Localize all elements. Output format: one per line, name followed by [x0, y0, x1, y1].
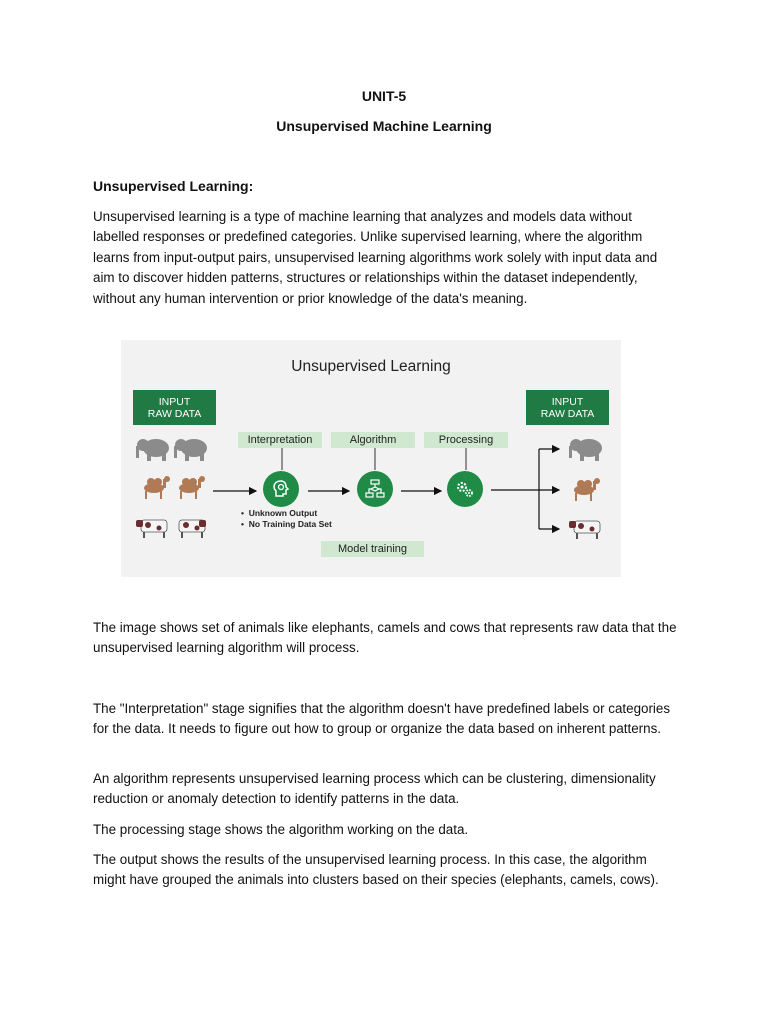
output-box-line1: INPUT [551, 395, 584, 408]
gears-icon [454, 478, 476, 500]
paragraph-output: The output shows the results of the unsupervised learning process. In this case, the algorithm might have grouped the animals into clusters based on their species (elephants, camels, cows). [93, 852, 659, 888]
note-no-training-data: No Training Data Set [248, 519, 332, 529]
interpretation-notes [241, 508, 332, 530]
unsupervised-learning-figure [121, 340, 621, 577]
cow-icon [569, 521, 600, 539]
model-training-label: Model training [321, 541, 424, 557]
cow-icon [136, 520, 167, 538]
processing-circle [447, 471, 483, 507]
paragraph-raw-data: The image shows set of animals like elephants, camels and cows that represents raw data that the unsupervised learning algorithm will process. [93, 620, 677, 656]
head-gear-icon [271, 479, 291, 499]
note-item: • Unknown Output [241, 508, 318, 518]
stage-interpretation: Interpretation [238, 432, 322, 448]
intro-paragraph: Unsupervised learning is a type of machine learning that analyzes and models data without labelled responses or predefined categories. Unlike supervised learning, where the algorithm learns from input-output pairs, unsupervised learning algorithms work solely with input data and aim to discover hidden patterns, structures or relationships within the dataset independently, without any human intervention or prior knowledge of the data's meaning. [93, 209, 658, 306]
input-box-line1: INPUT [158, 395, 191, 408]
section-heading: Unsupervised Learning: [93, 178, 254, 194]
note-item: • No Training Data Set [241, 519, 332, 529]
input-cows [121, 340, 621, 577]
stage-algorithm: Algorithm [331, 432, 415, 448]
cow-icon [179, 520, 206, 538]
paragraph-algorithm: An algorithm represents unsupervised learning process which can be clustering, dimensionality reduction or anomaly detection to identify patterns in the data. [93, 771, 656, 807]
interpretation-circle [263, 471, 299, 507]
input-box-line2: RAW DATA [147, 407, 202, 420]
page-title: Unsupervised Machine Learning [276, 118, 492, 134]
output-box-line2: RAW DATA [540, 407, 595, 420]
unit-heading: UNIT-5 [361, 88, 407, 104]
algorithm-circle [357, 471, 393, 507]
flowchart-icon [364, 478, 386, 500]
note-unknown-output: Unknown Output [248, 508, 318, 518]
paragraph-interpretation: The "Interpretation" stage signifies that the algorithm doesn't have predefined labels or categories for the data. It needs to figure out how to group or organize the data based on inherent patterns. [93, 701, 671, 737]
stage-processing: Processing [424, 432, 508, 448]
figure-title: Unsupervised Learning [291, 358, 451, 375]
paragraph-processing: The processing stage shows the algorithm working on the data. [93, 822, 469, 837]
